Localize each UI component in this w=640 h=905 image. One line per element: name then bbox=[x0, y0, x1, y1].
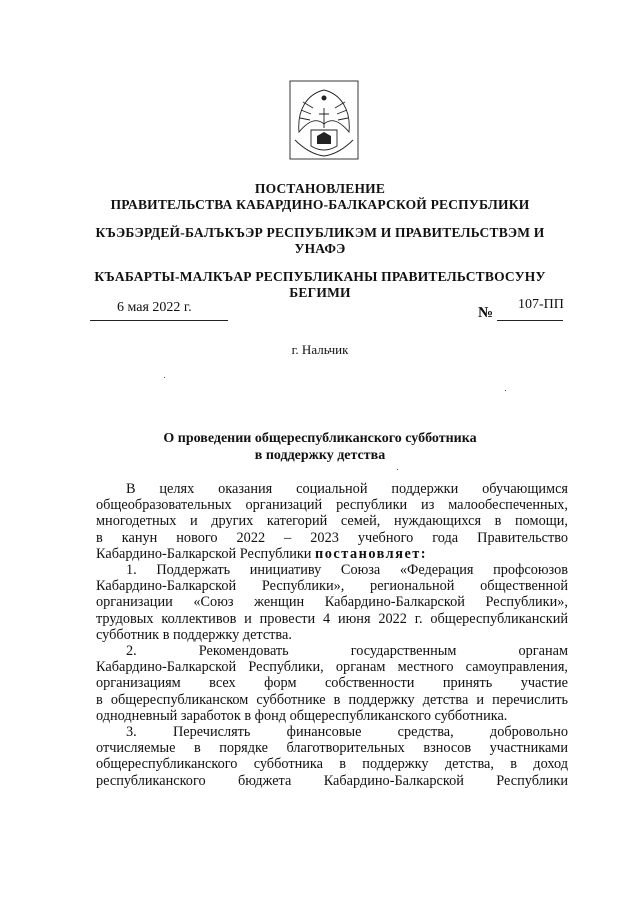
issuer-heading-balkar: КЪАБАРТЫ-МАЛКЪАР РЕСПУБЛИКАНЫ ПРАВИТЕЛЬСТВОСУНУ bbox=[94, 269, 546, 284]
scan-speck bbox=[164, 377, 165, 378]
decree-number: 107-ПП bbox=[518, 297, 564, 312]
body-line: Кабардино-Балкарской Республики, органам местного самоуправления, bbox=[96, 659, 568, 676]
issuer-heading-kabardian-cont: УНАФЭ bbox=[294, 241, 346, 256]
body-line: субботник в поддержку детства. bbox=[96, 626, 292, 643]
body-line: 2. Рекомендовать государственным органам bbox=[126, 643, 568, 660]
body-line: отчисляемые в порядке благотворительных взносов участниками bbox=[96, 740, 568, 757]
body-line: 3. Перечислять финансовые средства, добровольно bbox=[126, 724, 568, 741]
body-line: 1. Поддержать инициативу Союза «Федерация профсоюзов bbox=[126, 562, 568, 579]
body-line: общеобразовательных организаций республики из малообеспеченных, bbox=[96, 497, 568, 514]
doc-type-heading: ПОСТАНОВЛЕНИЕ bbox=[254, 181, 386, 196]
title-line: в поддержку детства bbox=[254, 448, 386, 463]
body-line: организациям всех форм собственности принять участие bbox=[96, 675, 568, 692]
scan-speck bbox=[397, 469, 398, 470]
body-line: В целях оказания социальной поддержки обучающимся bbox=[126, 481, 568, 497]
date-number-row bbox=[0, 297, 640, 323]
intro-last-text: Кабардино-Балкарской Республики bbox=[96, 545, 312, 562]
issuer-heading-kabardian: КЪЭБЭРДЕЙ-БАЛЪКЪЭР РЕСПУБЛИКЭМ И ПРАВИТЕЛЬСТВЭМ И bbox=[95, 225, 545, 240]
body-line: общереспубликанского субботника в поддержку детства, в доход bbox=[96, 756, 568, 773]
body-line: в канун нового 2022 – 2023 учебного года Правительство bbox=[96, 529, 568, 546]
scan-speck bbox=[505, 390, 506, 391]
date-underline bbox=[90, 320, 228, 321]
body-line: Кабардино-Балкарской Республики», региональной общественной bbox=[96, 578, 568, 595]
body-line bbox=[96, 546, 568, 562]
body-line: в общереспубликанском субботнике в поддержку детства и перечислить bbox=[96, 691, 568, 708]
body-line: организации «Союз женщин Кабардино-Балкарской Республики», bbox=[96, 594, 568, 611]
issuer-heading: ПРАВИТЕЛЬСТВА КАБАРДИНО-БАЛКАРСКОЙ РЕСПУБЛИКИ bbox=[110, 197, 530, 212]
body-line: республиканского бюджета Кабардино-Балкарской Республики bbox=[96, 772, 568, 789]
number-sign: № bbox=[478, 305, 494, 321]
decree-date: 6 мая 2022 г. bbox=[117, 300, 192, 315]
decree-word: постановляет: bbox=[315, 545, 428, 562]
coat-of-arms-emblem bbox=[289, 80, 359, 160]
decree-body bbox=[96, 481, 568, 789]
body-line: однодневный заработок в фонд общереспубликанского субботника. bbox=[96, 707, 508, 724]
city-label: г. Нальчик bbox=[291, 342, 349, 357]
body-line: многодетных и других категорий семей, нуждающихся в помощи, bbox=[96, 513, 568, 530]
number-underline bbox=[497, 320, 563, 321]
issuer-heading-balkar-cont: БЕГИМИ bbox=[289, 285, 351, 300]
title-line: О проведении общереспубликанского субботника bbox=[163, 431, 477, 446]
decree-title bbox=[0, 430, 640, 464]
body-line: трудовых коллективов и провести 4 июня 2022 г. общереспубликанский bbox=[96, 610, 568, 627]
